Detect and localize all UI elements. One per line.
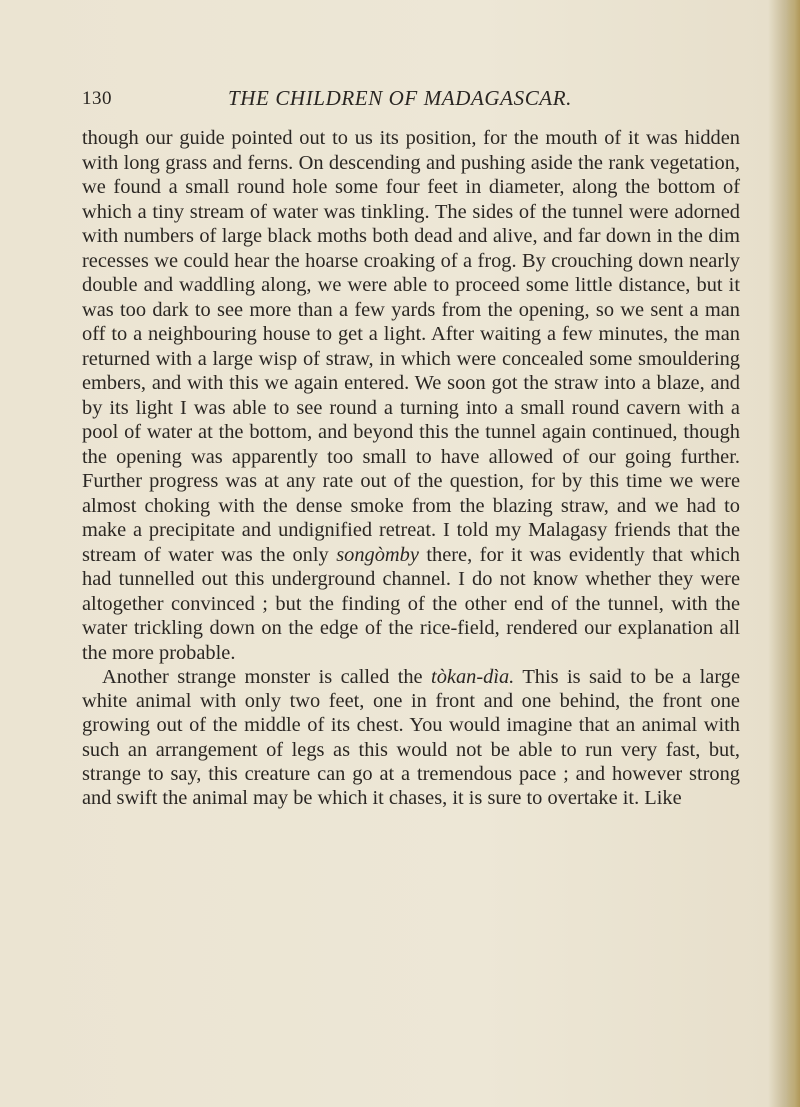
page-number: 130	[82, 88, 112, 109]
paragraph-1-text: though our guide pointed out to us its position, for the mouth of it was hidden with long grass and ferns. On descending and pushing aside the rank vegetation, we found a small round hole some four feet in diameter, along the bottom of which a tiny stream of water was tinkling. The sides of the tunnel were adorned with numbers of large black moths both dead and alive, and far down in the dim recesses we could hear the hoarse croaking of a frog. By crouching down nearly double and waddling along, we were able to proceed some little distance, but it was too dark to see more than a few yards from the opening, so we sent a man off to a neighbouring house to get a light. After waiting a few minutes, the man returned with a large wisp of straw, in which were concealed some smouldering embers, and with this we again entered. We soon got the straw into a blaze, and by its light I was able to see round a turning into a small round cavern with a pool of water at the bottom, and beyond this the tunnel again continued, though the opening was apparently too small to have allowed of our going further. Further progress was at any rate out of the question, for by this time we were almost choking with the dense smoke from the blazing straw, and we had to make a precipitate and undignified retreat. I told my Malagasy friends that the stream of water was the only	[82, 127, 740, 566]
body-text	[82, 126, 740, 810]
italic-term-songomby: songòmby	[336, 543, 419, 566]
paragraph-2	[82, 665, 740, 810]
running-title: THE CHILDREN OF MADAGASCAR.	[228, 86, 573, 110]
paragraph-1	[82, 126, 740, 665]
paragraph-2-end: This is said to be a large white animal with only two feet, one in front and one behind, the front one growing out of the middle of its chest. You would imagine that an animal with such an arrangement of legs as this would not be able to run very fast, but, strange to say, this creature can go at a tremendous pace ; and however strong and swift the animal may be which it chases, it is sure to overtake it. Like	[82, 666, 740, 810]
paragraph-1-end: there, for it was evidently that which had tunnelled out this underground channel. I do not know whether they were altogether convinced ; but the finding of the other end of the tunnel, with the water trickling down on the edge of the rice-field, rendered our explanation all the more probable.	[82, 543, 741, 664]
italic-term-tokan-dia: tòkan-dìa.	[431, 666, 515, 688]
page-edge-shadow	[786, 0, 800, 1107]
paragraph-2-start: Another strange monster is called the	[102, 666, 432, 688]
page-header	[82, 84, 682, 114]
